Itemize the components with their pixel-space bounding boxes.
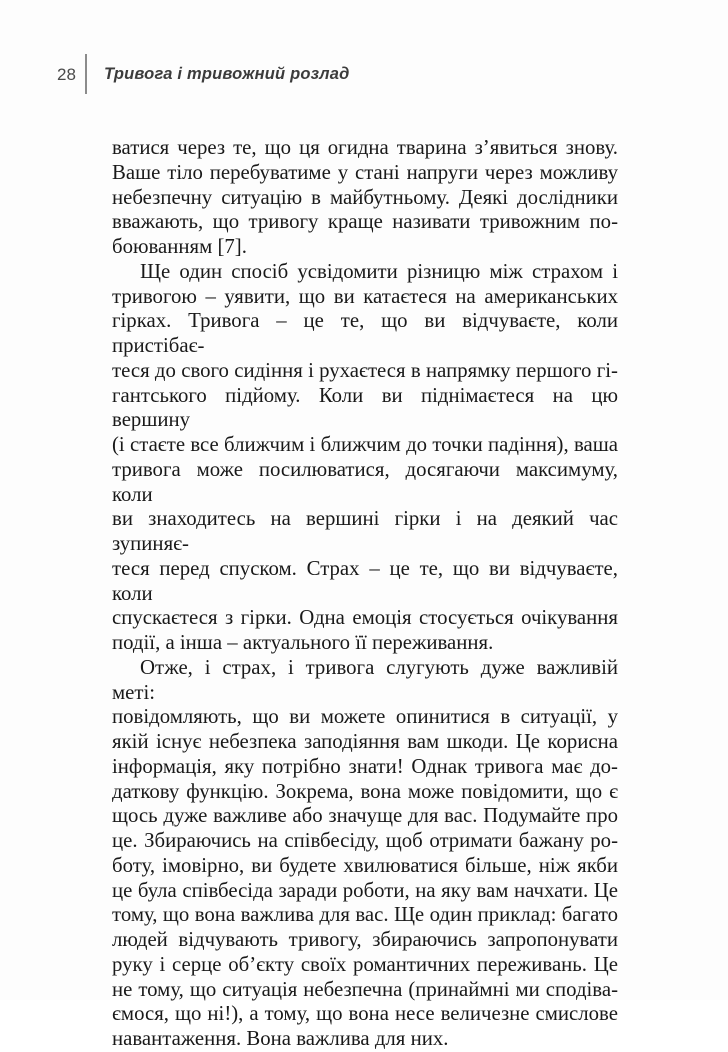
text-line: це була співбесіда заради роботи, на яку вам начхати. Це (112, 878, 618, 902)
text-line: вважають, що тривогу краще називати тривожним по- (112, 210, 618, 234)
text-line: щось дуже важливе або значуще для вас. Подумайте про (112, 804, 618, 828)
text-line: (і стаєте все ближчим і ближчим до точки падіння), ваша (112, 433, 618, 456)
text-line: Ще один спосіб усвідомити різницю між страхом і (140, 259, 618, 283)
text-line: якій існує небезпека заподіяння вам шкоди. Це корисна (112, 730, 618, 753)
text-line: небезпечну ситуацію в майбутньому. Деякі дослідники (112, 185, 618, 209)
text-line: теся до свого сидіння і рухаєтеся в напрямку першого гі- (112, 358, 618, 382)
paragraph (112, 136, 618, 260)
text-line: ви знаходитесь на вершині гірки і на деякий час зупиняє- (112, 507, 618, 555)
paragraph (112, 260, 618, 656)
text-line: Отже, і страх, і тривога слугують дуже важливій меті: (112, 655, 618, 704)
text-line: гантського підйому. Коли ви піднімаєтеся на цю вершину (112, 383, 618, 432)
running-title: Тривога і тривожний розлад (104, 65, 350, 83)
text-line: людей відчувають тривогу, збираючись запропонувати (112, 928, 618, 951)
text-line: інформація, яку потрібно знати! Однак тривога має до- (112, 754, 618, 778)
text-line: теся перед спуском. Страх – це те, що ви відчуваєте, коли (112, 556, 618, 605)
page-number: 28 (57, 65, 76, 84)
text-line: навантаження. Вона важлива для них. (112, 1027, 449, 1050)
text-line: ватися через те, що ця огидна тварина з’явиться знову. (112, 136, 618, 159)
text-line: тривогою – уявити, що ви катаєтеся на американських (112, 284, 618, 308)
text-line: даткову функцію. Зокрема, вона може повідомити, що є (112, 779, 618, 803)
text-line: боту, імовірно, ви будете хвилюватися більше, ніж якби (112, 853, 618, 877)
text-line: повідомляють, що ви можете опинитися в ситуації, у (112, 705, 618, 729)
text-line: спускаєтеся з гірки. Одна емоція стосується очікування (112, 606, 618, 630)
text-line: руку і серце об’єкту своїх романтичних переживань. Це (112, 952, 618, 976)
text-line: події, а інша – актуального її переживання. (112, 631, 494, 654)
text-line: гірках. Тривога – це те, що ви відчуваєте, коли пристібає- (112, 309, 618, 357)
header-divider (85, 54, 87, 94)
text-line: тому, що вона важлива для вас. Ще один приклад: багато (112, 903, 618, 927)
text-line: боюванням [7]. (112, 235, 247, 258)
paragraph (112, 656, 618, 1052)
text-block (112, 136, 618, 1052)
text-line: Ваше тіло перебуватиме у стані напруги через можливу (112, 160, 618, 184)
text-line: це. Збираючись на співбесіду, щоб отримати бажану ро- (112, 829, 618, 852)
text-line: ємося, що ні!), а тому, що вона несе величезне смислове (112, 1002, 618, 1026)
text-line: не тому, що ситуація небезпечна (принаймні ми сподіва- (112, 977, 618, 1001)
text-line: тривога може посилюватися, досягаючи максимуму, коли (112, 457, 618, 506)
